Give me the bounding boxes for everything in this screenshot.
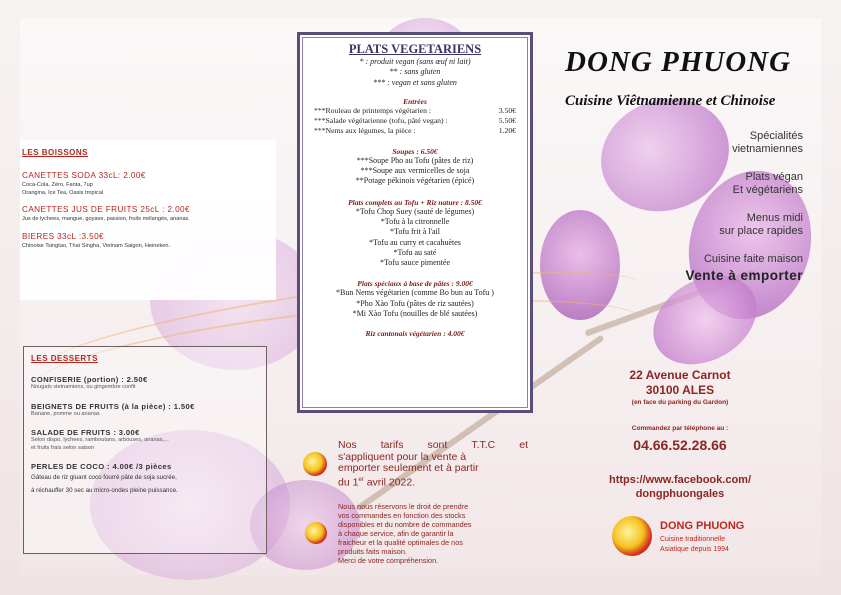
address-note: (en face du parking du Gardon) bbox=[631, 399, 729, 406]
menu-row-name: ***Rouleau de printemps végétarien : bbox=[314, 105, 431, 115]
menu-legend-line: ** : sans gluten bbox=[389, 67, 441, 77]
drinks-item-desc: Coca-Cola, Zéro, Fanta, 7up bbox=[22, 182, 93, 188]
stock-notice bbox=[338, 502, 528, 565]
notice-line: fraicheur et la qualité optimales de nos bbox=[338, 538, 463, 547]
menu-item: **Potage pékinois végétarien (épicé) bbox=[355, 176, 475, 186]
dessert-item bbox=[31, 428, 261, 452]
notice-word: Nos bbox=[338, 439, 357, 451]
desserts-box bbox=[23, 346, 267, 554]
notice-text: du 1 bbox=[338, 476, 359, 488]
notice-word: T.T.C bbox=[471, 439, 496, 451]
notice-line: Merci de votre compréhension. bbox=[338, 556, 439, 565]
dong-phuong-logo-icon bbox=[612, 516, 652, 556]
dessert-item-desc: Selon dispo, lychees, ramboutans, arbouses, ananas,... bbox=[31, 437, 169, 443]
dessert-item-desc: et fruits frais selon saison bbox=[31, 444, 95, 451]
drinks-item-title: CANETTES JUS DE FRUITS 25cL : 2.00€ bbox=[22, 205, 190, 214]
menu-item: *Tofu frit à l'ail bbox=[390, 227, 440, 237]
dong-phuong-logo-icon bbox=[303, 452, 327, 476]
dessert-item-desc: Banane, pomme ou ananas bbox=[31, 410, 100, 417]
menu-row bbox=[300, 126, 530, 136]
specialty-line: sur place rapides bbox=[719, 225, 803, 237]
footer-brand-line: Cuisine traditionnelle bbox=[660, 536, 725, 543]
menu-section-speciaux: Plats spéciaux à base de pâtes : 9.00€ bbox=[357, 279, 473, 289]
notice-line: Nous nous réservons le droit de prendre bbox=[338, 502, 469, 511]
menu-legend-line: * : produit vegan (sans œuf ni lait) bbox=[359, 57, 471, 66]
dessert-item bbox=[31, 462, 261, 495]
footer-brand-line: Asiatique depuis 1994 bbox=[660, 546, 729, 553]
drinks-item-desc: Jus de lychees, mangue, goyave, passion, fruits mélangés, ananas. bbox=[22, 216, 190, 222]
menu-row-price: 5.50€ bbox=[498, 116, 516, 126]
prices-notice bbox=[338, 440, 528, 489]
menu-row-name: ***Nems aux légumes, la pièce : bbox=[314, 126, 416, 136]
drinks-item bbox=[22, 232, 276, 251]
menu-item: *Tofu sauce pimentée bbox=[379, 258, 451, 268]
notice-line: disponibles et du nombre de commandes bbox=[338, 520, 472, 529]
menu-legend-line: *** : vegan et sans gluten bbox=[373, 77, 457, 87]
notice-text: avril 2022. bbox=[363, 476, 416, 488]
menu-item: *Pho Xào Tofu (pâtes de riz sautées) bbox=[356, 298, 474, 308]
vegetarian-menu-card bbox=[297, 32, 533, 413]
notice-word: et bbox=[519, 439, 528, 451]
dessert-item-title: CONFISERIE (portion) : 2.50€ bbox=[31, 375, 148, 384]
drinks-item-desc: Chinoise Tsingtao, Thaï Singha, Vietnam Saigon, Heineken. bbox=[22, 242, 171, 249]
menu-item: *Bun Nems végétarien (comme Bo bun au Tofu ) bbox=[336, 288, 494, 298]
footer-brand-name: DONG PHUONG bbox=[660, 520, 745, 532]
menu-item: *Tofu à la citronnelle bbox=[380, 216, 450, 226]
brand-title: DONG PHUONG bbox=[565, 46, 792, 78]
menu-section-soupes: Soupes : 6.50€ bbox=[392, 146, 438, 156]
menu-item: *Tofu au saté bbox=[393, 247, 437, 257]
phone-label: Commandez par téléphone au : bbox=[631, 425, 729, 432]
phone-number[interactable]: 04.66.52.28.66 bbox=[633, 437, 727, 453]
notice-line: à chaque service, afin de garantir la bbox=[338, 529, 454, 538]
menu-item: *Tofu Chop Suey (sauté de légumes) bbox=[355, 206, 475, 216]
address-city: 30100 ALES bbox=[645, 383, 715, 397]
menu-section-complets: Plats complets au Tofu + Riz nature : 8.50€ bbox=[348, 197, 482, 207]
dessert-item bbox=[31, 375, 261, 392]
menu-riz-cantonais: Riz cantonais végétarien : 4.00€ bbox=[365, 329, 465, 339]
notice-line: s'appliquent pour la vente à bbox=[338, 450, 467, 463]
drinks-item-title: CANETTES SODA 33cL: 2.00€ bbox=[22, 171, 146, 180]
menu-row-name: ***Salade végétarienne (tofu, pâté vegan) : bbox=[314, 116, 448, 126]
drinks-title: LES BOISSONS bbox=[22, 148, 89, 157]
notice-line: produits faits maison. bbox=[338, 547, 407, 556]
menu-item: ***Soupe Pho au Tofu (pâtes de riz) bbox=[356, 155, 474, 165]
menu-row-price: 1.20€ bbox=[498, 126, 516, 136]
dessert-item bbox=[31, 402, 261, 419]
drinks-item bbox=[22, 171, 276, 197]
brand-subtitle: Cuisine Viêtnamienne et Chinoise bbox=[565, 93, 776, 109]
specialty-vegan bbox=[733, 171, 803, 197]
menu-item: *Tofu au curry et cacahuètes bbox=[369, 237, 461, 247]
dessert-item-desc: Nougats vietnamiens, ou gingembre confit bbox=[31, 384, 136, 390]
specialty-homemade: Cuisine faite maison bbox=[703, 253, 803, 265]
notice-line: emporter seulement et à partir bbox=[338, 462, 479, 474]
specialty-line: Plats végan bbox=[745, 171, 803, 183]
menu-row bbox=[300, 116, 530, 126]
menu-item: ***Soupe aux vermicelles de soja bbox=[360, 166, 470, 176]
drinks-item bbox=[22, 205, 276, 224]
menu-row bbox=[300, 106, 530, 116]
menu-row-price: 3.50€ bbox=[498, 105, 516, 115]
notice-superscript: er bbox=[358, 476, 364, 483]
notice-word: sont bbox=[427, 439, 448, 451]
notice-line bbox=[338, 475, 528, 489]
specialty-line: Spécialités bbox=[749, 130, 803, 142]
dong-phuong-logo-icon bbox=[305, 522, 327, 544]
menu-section-entrees: Entrées bbox=[403, 96, 427, 106]
specialty-line: Menus midi bbox=[746, 212, 803, 224]
specialty-vietnamese bbox=[732, 130, 803, 156]
facebook-link[interactable]: https://www.facebook.com/ bbox=[609, 474, 751, 486]
dessert-item-title: BEIGNETS DE FRUITS (à la pièce) : 1.50€ bbox=[31, 401, 195, 411]
dessert-item-desc: à réchauffer 30 sec au micro-ondes pleine puissance. bbox=[31, 487, 178, 494]
menu-item: *Mi Xào Tofu (nouilles de blé sautées) bbox=[352, 309, 478, 319]
notice-word: tarifs bbox=[380, 439, 404, 451]
dessert-item-desc: Gâteau de riz gluant coco fourré pâte de soja sucrée, bbox=[31, 474, 177, 481]
menu-title: PLATS VEGETARIENS bbox=[348, 42, 482, 56]
notice-line: vos commandes en fonction des stocks bbox=[338, 511, 466, 520]
dessert-item-title: SALADE DE FRUITS : 3.00€ bbox=[31, 428, 140, 437]
dessert-item-title: PERLES DE COCO : 4.00€ /3 pièces bbox=[31, 462, 172, 471]
specialty-line: Et végétariens bbox=[732, 184, 803, 196]
specialty-line: vietnamiennes bbox=[732, 143, 803, 155]
drinks-section bbox=[22, 148, 276, 250]
drinks-item-desc: Orangina, Ice Tea, Oasis tropical bbox=[22, 189, 104, 196]
desserts-title: LES DESSERTS bbox=[31, 354, 98, 363]
address-street: 22 Avenue Carnot bbox=[629, 368, 731, 382]
specialty-menus-midi bbox=[719, 212, 803, 238]
drinks-item-title: BIERES 33cL :3.50€ bbox=[22, 231, 104, 241]
takeaway-label: Vente à emporter bbox=[685, 268, 803, 283]
facebook-link-handle[interactable]: dongphuongales bbox=[635, 488, 725, 500]
